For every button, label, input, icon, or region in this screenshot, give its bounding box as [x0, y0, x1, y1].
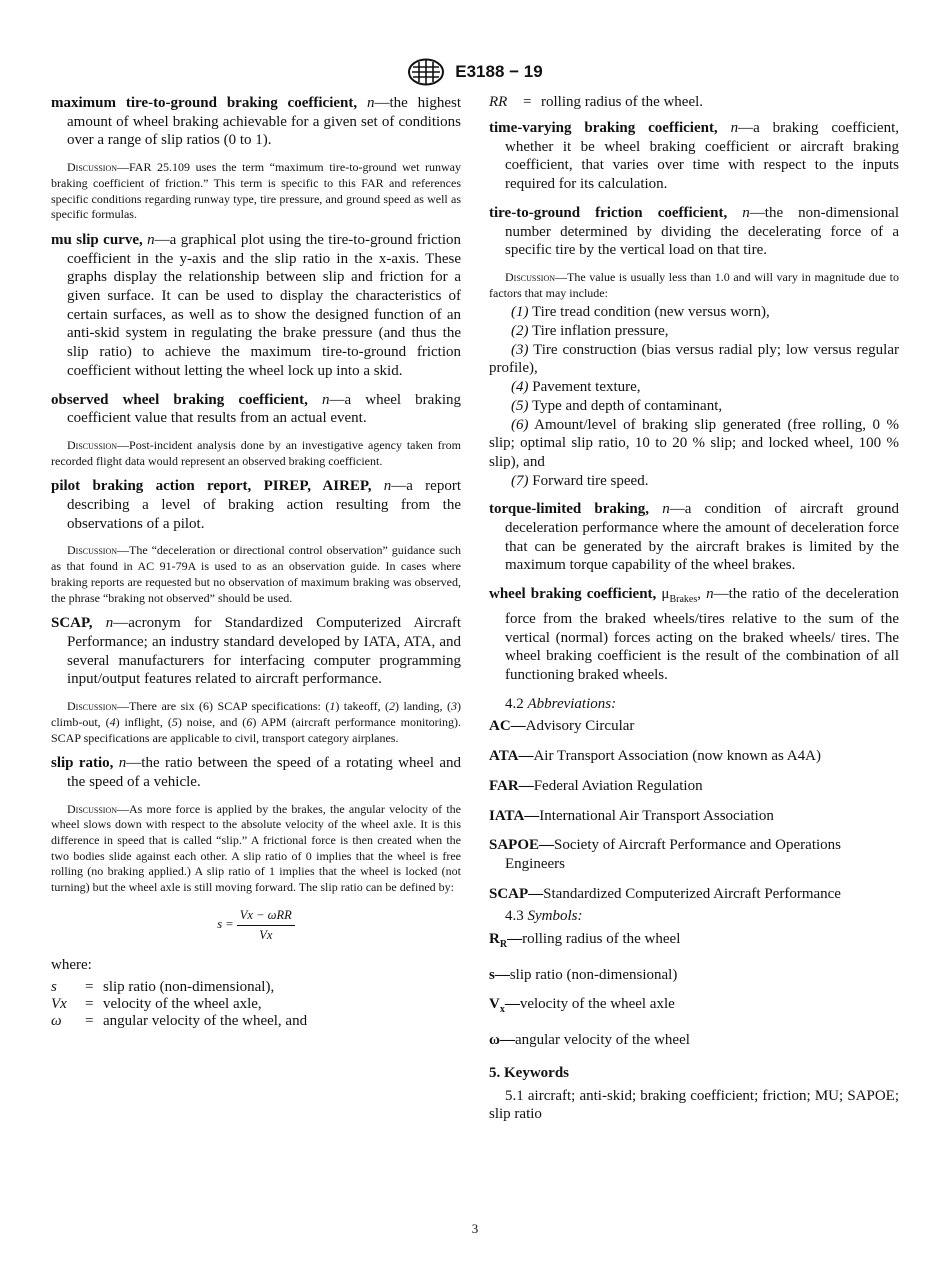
term-max-braking-coefficient: maximum tire-to-ground braking coefficient, n—the highest amount of wheel braking achievable for a given set of conditions over a range of slip ratios (0 to 1).	[51, 95, 462, 149]
discussion-note: Discussion—The value is usually less than 1.0 and will vary in magnitude due to factors that may include:	[489, 269, 899, 300]
list-item: (4) Pavement texture,	[511, 379, 641, 396]
list-item: SCAP—Standardized Computerized Aircraft Performance	[489, 885, 841, 902]
discussion-note: Discussion—Post-incident analysis done by an investigative agency taken from recorded flight data would represent an observed braking coefficient.	[51, 437, 461, 468]
discussion-note: Discussion—The “deceleration or directional control observation” guidance such as that found in AC 91-79A is used to as an observation guide. In cases where braking reports are requested but no observation of maximum braking was observed, the phrase “braking not observed” should be used.	[51, 543, 461, 605]
symbol-list	[489, 930, 899, 1050]
page-header	[0, 58, 950, 86]
equation-denominator: Vx	[259, 927, 273, 942]
list-item: AC—Advisory Circular	[489, 718, 635, 735]
factor-list	[489, 303, 899, 490]
astm-logo-icon	[407, 58, 445, 86]
term-mu-slip-curve: mu slip curve, n—a graphical plot using the tire-to-ground friction coefficient in the y-axis and the slip ratio in the x-axis. These graphs display the relationship between slip and friction for a given surface. It can be used to display the characteristics of certain surfaces, as well as to show the designed function of an anti-skid system in regulating the brake pressure (and thus the slip ratio) to achieve the maximum tire-to-ground friction coefficient without letting the wheel lock up into a skid.	[51, 231, 461, 379]
list-item: $R_R—rolling$ radius of the wheel	[489, 931, 681, 951]
where-list	[51, 979, 461, 1030]
where-list-continued	[489, 94, 899, 111]
equation-numerator: Vx − ωRR	[237, 906, 295, 926]
section-heading-keywords: 5. Keywords	[489, 1064, 569, 1081]
slip-ratio-equation: s = $\frac{\text{Vx − ωRR}}{Vx}$	[51, 906, 461, 944]
left-column	[51, 94, 461, 1030]
list-item: s—slip ratio (non-dimensional)	[489, 966, 678, 983]
list-item: (6) Amount/level of braking slip generated (free rolling, 0 % slip; optimal slip ratio, 10 to 20 % slip; and locked wheel, 100 % slip), and	[489, 416, 899, 470]
list-item: (2) Tire inflation pressure,	[511, 323, 669, 340]
list-item: RR = rolling radius of the wheel.	[489, 94, 704, 110]
section-heading-abbreviations: 4.2 Abbreviations:	[505, 695, 617, 712]
keywords-text: 5.1 aircraft; anti-skid; braking coefficient; friction; MU; SAPOE; slip ratio	[489, 1087, 899, 1123]
where-label: where:	[51, 957, 92, 974]
list-item: SAPOE—Society of Aircraft Performance and Operations Engineers	[489, 837, 841, 872]
abbreviation-list	[489, 717, 899, 903]
list-item: FAR—Federal Aviation Regulation	[489, 777, 703, 794]
list-item: (5) Type and depth of contaminant,	[511, 397, 723, 414]
list-item: ω—angular velocity of the wheel	[489, 1032, 690, 1049]
list-item: $V_x—velocity$ of the wheel axle	[489, 996, 675, 1016]
right-column	[489, 94, 899, 1124]
list-item: (7) Forward tire speed.	[511, 472, 649, 489]
discussion-note: Discussion—As more force is applied by the brakes, the angular velocity of the wheel slows down with respect to the absolute velocity of the wheel axle. It is this difference in speed that is called “slip.” A frictional force is then created when the two bodies slide against each other. A slip ratio of 0 implies that the wheel is free rolling (no braking applied.) A slip ratio of 1 implies that the wheel is locked (not turning) but the wheel axle is still moving forward. The slip ratio can be defined by:	[51, 801, 461, 895]
standard-number: E3188 − 19	[455, 62, 543, 81]
list-item: ATA—Air Transport Association (now known as A4A)	[489, 748, 821, 765]
list-item: s = slip ratio (non-dimensional),	[51, 978, 275, 995]
term-slip-ratio: slip ratio, n—the ratio between the speed of a rotating wheel and the speed of a vehicle.	[51, 755, 461, 790]
term-wheel-braking-coefficient: wheel braking coefficient, $\mu_{Brakes}$, n—the ratio of the deceleration force from the braked wheels/tires relative to the sum of the vertical (normal) forces acting on the braked wheels/ tires. The wheel braking coefficient is the result of the combination of all functioning braked wheels.	[489, 586, 900, 683]
page-number: 3	[471, 1221, 479, 1236]
section-heading-symbols: 4.3 Symbols:	[505, 908, 583, 925]
term-pilot-braking-action-report: pilot braking action report, PIREP, AIREP, n—a report describing a level of braking action resulting from the observations of a pilot.	[51, 478, 461, 532]
list-item: Vx = velocity of the wheel axle,	[51, 995, 262, 1012]
discussion-note: Discussion—There are six (6) SCAP specifications: (1) takeoff, (2) landing, (3) climb-out, (4) inflight, (5) noise, and (6) APM (aircraft performance monitoring). SCAP specifications are applicable to civil, transport category airplanes.	[51, 699, 462, 745]
term-scap: SCAP, n—acronym for Standardized Computerized Aircraft Performance; an industry standard developed by IATA, ATA, and several manufacturers for interfacing computer programming input/output features related to aircraft performance.	[51, 615, 462, 688]
list-item: ω = angular velocity of the wheel, and	[51, 1012, 308, 1029]
list-item: (1) Tire tread condition (new versus worn),	[511, 304, 770, 321]
term-observed-braking-coefficient: observed wheel braking coefficient, n—a wheel braking coefficient value that results from an actual event.	[51, 391, 461, 427]
term-tire-to-ground-friction-coefficient: tire-to-ground friction coefficient, n—the non-dimensional number determined by dividing the decelerating force of a specific tire by the vertical load on that tire.	[489, 204, 899, 259]
term-torque-limited-braking: torque-limited braking, n—a condition of aircraft ground deceleration performance where the amount of deceleration force that can be generated by the aircraft brakes is limited by the maximum torque capability of the wheel brakes.	[489, 501, 899, 574]
term-time-varying-braking-coefficient: time-varying braking coefficient, n—a braking coefficient, whether it be wheel braking coefficient or aircraft braking coefficient, that varies over time with respect to the inputs required for its calculation.	[489, 120, 899, 193]
discussion-note: Discussion—FAR 25.109 uses the term “maximum tire-to-ground wet runway braking coefficient of friction.” This term is specific to this FAR and references specific conditions regarding runway type, tire pressure, and ground speed as well as specific formulas.	[51, 160, 461, 222]
list-item: (3) Tire construction (bias versus radial ply; low versus regular profile),	[489, 341, 899, 377]
list-item: IATA—International Air Transport Association	[489, 807, 774, 824]
